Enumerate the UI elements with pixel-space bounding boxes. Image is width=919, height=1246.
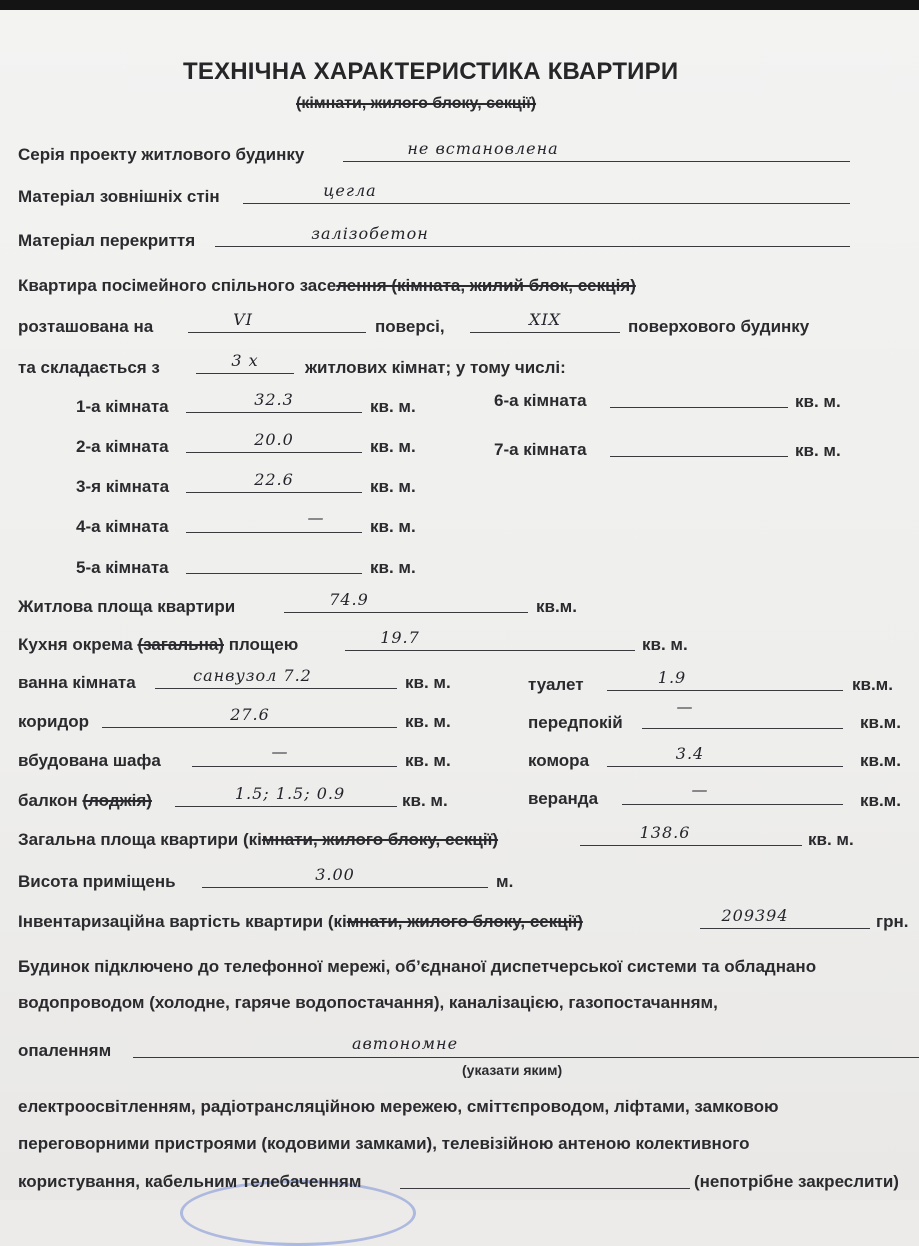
floors-material-label: Матеріал перекриття	[18, 231, 196, 250]
wardrobe-unit: кв. м.	[405, 751, 451, 770]
composition-line	[196, 373, 294, 374]
veranda-label: веранда	[528, 789, 599, 808]
bath-line	[155, 688, 397, 689]
occupancy-prefix: Квартира посімейного спільного засе	[18, 276, 337, 295]
toilet-value: 1.9	[657, 668, 687, 687]
room-3-label: 3-я кімната	[76, 477, 170, 496]
strike-hint: (непотрібне закреслити)	[694, 1172, 899, 1191]
floors-material-line	[215, 246, 850, 247]
balcony-value: 1.5; 1.5; 0.9	[234, 784, 346, 803]
para-intercom: переговорними пристроями (кодовими замками), телевізійною антеною колективного	[18, 1134, 750, 1153]
room-4-unit: кв. м.	[370, 517, 416, 536]
storage-unit: кв.м.	[860, 751, 901, 770]
inventory-struck: мнати, жилого блоку, секції)	[346, 912, 583, 931]
occupancy-text	[18, 276, 636, 296]
height-value: 3.00	[315, 865, 355, 884]
veranda-value: —	[691, 780, 709, 799]
corridor-value: 27.6	[230, 705, 270, 724]
top-black-bar	[0, 0, 919, 10]
total-unit: кв. м.	[808, 830, 854, 849]
series-value: не встановлена	[407, 139, 559, 158]
room-3-unit: кв. м.	[370, 477, 416, 496]
occupancy-struck: лення (кімната, жилий блок, секція)	[336, 276, 636, 295]
room-7-unit: кв. м.	[795, 441, 841, 460]
inventory-unit: грн.	[876, 912, 909, 931]
toilet-label: туалет	[528, 675, 584, 694]
walls-line	[243, 203, 850, 204]
room-1-unit: кв. м.	[370, 397, 416, 416]
room-1-line	[186, 412, 362, 413]
heating-value: автономне	[351, 1034, 459, 1053]
veranda-unit: кв.м.	[860, 791, 901, 810]
room-2-unit: кв. м.	[370, 437, 416, 456]
height-line	[202, 887, 488, 888]
total-pre: Загальна площа квартири (кі	[18, 830, 262, 849]
hall-unit: кв.м.	[860, 713, 901, 732]
floors-material-value: залізобетон	[311, 224, 429, 243]
room-2-label: 2-а кімната	[76, 437, 169, 456]
toilet-unit: кв.м.	[852, 675, 893, 694]
total-line	[580, 845, 802, 846]
total-label	[18, 830, 498, 850]
kitchen-struck: (загальна)	[137, 635, 224, 654]
room-3-value: 22.6	[254, 470, 294, 489]
kitchen-line	[345, 650, 635, 651]
balcony-unit: кв. м.	[402, 791, 448, 810]
hall-line	[642, 728, 843, 729]
room-7-label: 7-а кімната	[494, 440, 587, 459]
kitchen-pre: Кухня окрема	[18, 635, 138, 654]
heating-hint: (указати яким)	[462, 1062, 563, 1078]
heating-line	[133, 1057, 919, 1058]
room-5-unit: кв. м.	[370, 558, 416, 577]
storage-line	[607, 766, 843, 767]
corridor-unit: кв. м.	[405, 712, 451, 731]
heating-label: опаленням	[18, 1041, 112, 1060]
balcony-label	[18, 791, 152, 811]
walls-value: цегла	[323, 181, 377, 200]
bath-unit: кв. м.	[405, 673, 451, 692]
wardrobe-value: —	[271, 742, 289, 761]
inventory-line	[700, 928, 870, 929]
room-5-line	[186, 573, 362, 574]
room-6-line	[610, 407, 788, 408]
hall-label: передпокій	[528, 713, 623, 732]
cable-tv-line	[400, 1188, 690, 1189]
storage-value: 3.4	[675, 744, 705, 763]
para-cable-tv: користування, кабельним телебаченням	[18, 1172, 362, 1191]
height-label: Висота приміщень	[18, 872, 176, 891]
balcony-struck: (лоджія)	[82, 791, 152, 810]
room-4-line	[186, 532, 362, 533]
room-2-line	[186, 452, 362, 453]
kitchen-post: площею	[223, 635, 299, 654]
total-struck: мнати, жилого блоку, секції)	[261, 830, 499, 849]
composition-label: та складається з	[18, 358, 160, 377]
bath-value: санвузол 7.2	[193, 666, 312, 685]
room-1-label: 1-а кімната	[76, 397, 169, 416]
kitchen-label	[18, 635, 298, 655]
storeys-line	[470, 332, 620, 333]
balcony-line	[175, 806, 397, 807]
room-4-value: —	[307, 508, 325, 527]
para-water-supply: водопроводом (холодне, гаряче водопостачання), каналізацією, газопостачанням,	[18, 993, 718, 1012]
kitchen-value: 19.7	[380, 628, 420, 647]
room-4-label: 4-а кімната	[76, 517, 169, 536]
corridor-label: коридор	[18, 712, 90, 731]
composition-end: житлових кімнат; у тому числі:	[305, 358, 566, 377]
series-label: Серія проекту житлового будинку	[18, 145, 305, 164]
living-area-unit: кв.м.	[536, 597, 577, 616]
composition-value: 3 х	[231, 351, 259, 370]
veranda-line	[622, 804, 843, 805]
para-phone-network: Будинок підключено до телефонної мережі, об’єднаної диспетчерської системи та обладнано	[18, 957, 817, 976]
location-mid: поверсі,	[375, 317, 445, 336]
document-title: ТЕХНІЧНА ХАРАКТЕРИСТИКА КВАРТИРИ	[183, 58, 679, 85]
wardrobe-line	[192, 766, 397, 767]
kitchen-unit: кв. м.	[642, 635, 688, 654]
corridor-line	[102, 727, 397, 728]
floor-value: VI	[233, 310, 253, 329]
total-value: 138.6	[639, 823, 691, 842]
hall-value: —	[676, 697, 694, 716]
floor-line	[188, 332, 366, 333]
storage-label: комора	[528, 751, 590, 770]
inventory-pre: Інвентаризаційна вартість квартири (кі	[18, 912, 347, 931]
location-end: поверхового будинку	[628, 317, 810, 336]
room-5-label: 5-а кімната	[76, 558, 169, 577]
location-label: розташована на	[18, 317, 154, 336]
height-unit: м.	[496, 872, 514, 891]
living-area-line	[284, 612, 528, 613]
room-7-line	[610, 456, 788, 457]
inventory-label	[18, 912, 583, 932]
para-electricity: електроосвітленням, радіотрансляційною мережею, сміттєпроводом, ліфтами, замковою	[18, 1097, 779, 1116]
room-6-unit: кв. м.	[795, 392, 841, 411]
wardrobe-label: вбудована шафа	[18, 751, 161, 770]
document-subtitle: (кімнати, жилого блоку, секції)	[296, 95, 537, 112]
room-1-value: 32.3	[254, 390, 294, 409]
walls-label: Матеріал зовнішніх стін	[18, 187, 220, 206]
living-area-value: 74.9	[329, 590, 369, 609]
balcony-pre: балкон	[18, 791, 83, 810]
room-6-label: 6-а кімната	[494, 391, 587, 410]
series-line	[343, 161, 850, 162]
storeys-value: XIX	[528, 310, 562, 329]
room-2-value: 20.0	[254, 430, 294, 449]
toilet-line	[607, 690, 843, 691]
room-3-line	[186, 492, 362, 493]
living-area-label: Житлова площа квартири	[18, 597, 236, 616]
inventory-value: 209394	[721, 906, 789, 925]
bath-label: ванна кімната	[18, 673, 136, 692]
